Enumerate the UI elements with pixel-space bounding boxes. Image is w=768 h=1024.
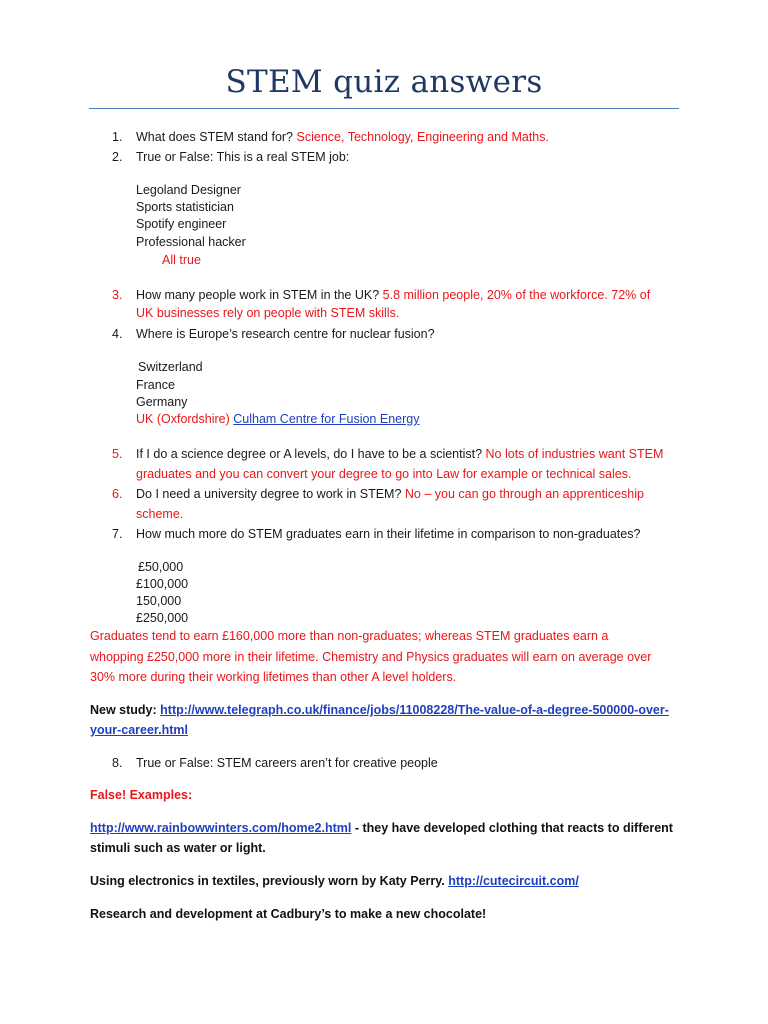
- question-6: [136, 486, 644, 503]
- q8-text: True or False: STEM careers aren’t for creative people: [136, 756, 438, 770]
- q6-answer-cont: scheme.: [136, 507, 184, 521]
- q5-number: 5.: [112, 447, 123, 461]
- q2-option: Legoland Designer: [136, 183, 241, 197]
- q7-text: How much more do STEM graduates earn in their lifetime in comparison to non-graduates?: [136, 527, 641, 541]
- example-1: [90, 820, 673, 837]
- q2-option: Spotify engineer: [136, 217, 227, 231]
- q6-number: 6.: [112, 487, 123, 501]
- q4-answer: [136, 411, 419, 428]
- q7-option: £50,000: [138, 560, 184, 574]
- q5-text: If I do a science degree or A levels, do I have to be a scientist?: [136, 447, 483, 461]
- q7-option: 150,000: [136, 594, 182, 608]
- q3-number: 3.: [112, 288, 123, 302]
- example-2: [90, 873, 579, 890]
- q4-option: France: [136, 378, 175, 392]
- question-1: [136, 129, 549, 146]
- q7-option: £250,000: [136, 611, 189, 625]
- telegraph-link[interactable]: http://www.telegraph.co.uk/finance/jobs/11008228/The-value-of-a-degree-500000-over-: [160, 703, 669, 717]
- q8-number: 8.: [112, 756, 123, 770]
- question-5: [136, 446, 663, 463]
- q2-option: Sports statistician: [136, 200, 234, 214]
- example-2-text: Using electronics in textiles, previously worn by Katy Perry.: [90, 874, 449, 888]
- q7-answer-line: whopping £250,000 more in their lifetime. Chemistry and Physics graduates will earn on average over: [90, 650, 652, 664]
- q6-answer: No – you can go through an apprenticeship: [404, 487, 644, 501]
- example-1-text: - they have developed clothing that reacts to different: [351, 821, 673, 835]
- page-title: STEM quiz answers: [225, 64, 543, 100]
- example-1-text-cont: stimuli such as water or light.: [90, 841, 266, 855]
- q1-number: 1.: [112, 130, 123, 144]
- q4-answer-prefix: UK (Oxfordshire): [136, 412, 230, 426]
- q2-number: 2.: [112, 150, 123, 164]
- q3-text: How many people work in STEM in the UK?: [136, 288, 380, 302]
- telegraph-link-cont[interactable]: your-career.html: [90, 723, 188, 737]
- new-study-label: New study:: [90, 703, 157, 717]
- q7-answer-line: 30% more during their working lifetimes than other A level holders.: [90, 670, 457, 684]
- q3-answer: 5.8 million people, 20% of the workforce. 72% of: [382, 288, 651, 302]
- rainbowwinters-link[interactable]: http://www.rainbowwinters.com/home2.html: [90, 821, 352, 835]
- q3-answer-cont: UK businesses rely on people with STEM skills.: [136, 306, 400, 320]
- q5-answer: No lots of industries want STEM: [485, 447, 664, 461]
- q4-text: Where is Europe’s research centre for nuclear fusion?: [136, 327, 435, 341]
- q2-text: True or False: This is a real STEM job:: [136, 150, 350, 164]
- culham-link[interactable]: Culham Centre for Fusion Energy: [233, 412, 420, 426]
- new-study: [90, 702, 669, 719]
- q4-number: 4.: [112, 327, 123, 341]
- title-underline: [89, 108, 679, 109]
- q8-answer: False! Examples:: [90, 788, 193, 802]
- q4-option: Switzerland: [138, 360, 203, 374]
- q7-number: 7.: [112, 527, 123, 541]
- example-3-text: Research and development at Cadbury’s to make a new chocolate!: [90, 907, 487, 921]
- q5-answer-cont: graduates and you can convert your degree to go into Law for example or technical sales.: [136, 467, 632, 481]
- q1-text: What does STEM stand for?: [136, 130, 294, 144]
- q7-option: £100,000: [136, 577, 189, 591]
- cutecircuit-link[interactable]: http://cutecircuit.com/: [448, 874, 579, 888]
- q2-option: Professional hacker: [136, 235, 246, 249]
- q2-answer: All true: [162, 253, 201, 267]
- q1-answer: Science, Technology, Engineering and Maths.: [296, 130, 549, 144]
- question-3: [136, 287, 650, 304]
- q7-answer-line: Graduates tend to earn £160,000 more than non-graduates; whereas STEM graduates earn a: [90, 629, 609, 643]
- q6-text: Do I need a university degree to work in STEM?: [136, 487, 402, 501]
- q4-option: Germany: [136, 395, 188, 409]
